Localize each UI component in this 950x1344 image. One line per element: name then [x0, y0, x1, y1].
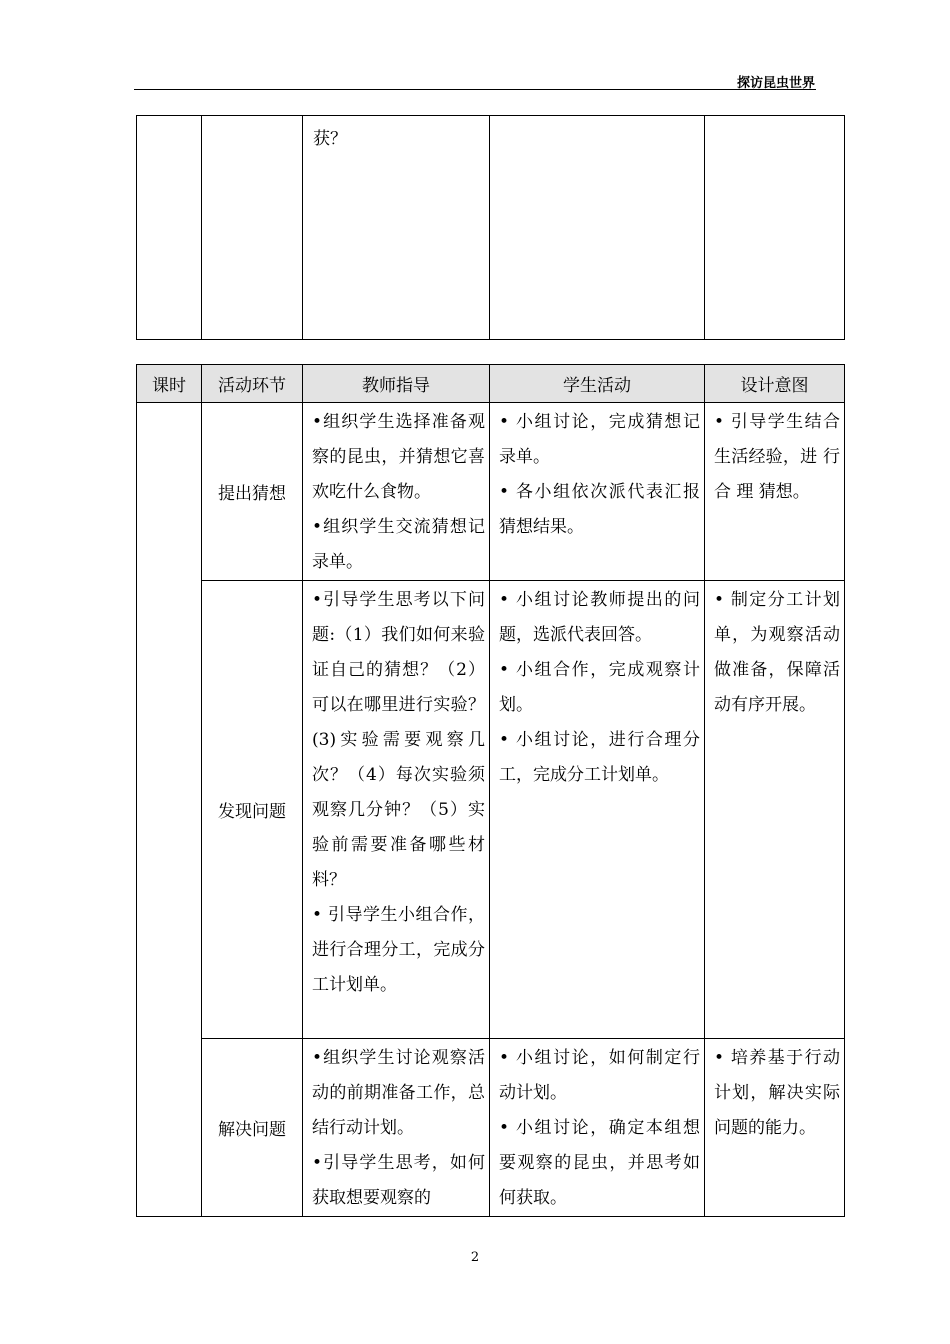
- table-row: [137, 403, 845, 581]
- header-title: 探访昆虫世界: [736, 76, 815, 91]
- intent-item: • 培养基于行动计划，解决实际问题的能力。: [714, 1048, 840, 1138]
- teacher-item: •引导学生思考以下问题:（1）我们如何来验证自己的猜想？（2）可以在哪里进行实验？(3)实验需要观察几次？（4）每次实验须观察几分钟？（5）实验前需要准备哪些材料？: [312, 590, 485, 890]
- cell-teacher: [303, 1039, 490, 1217]
- student-item: • 小组讨论，完成猜想记录单。: [499, 412, 700, 467]
- teacher-item: • 引导学生小组合作，进行合理分工，完成分工计划单。: [312, 905, 485, 995]
- col-header-stage: 活动环节: [202, 365, 303, 403]
- stage-label: 发现问题: [202, 581, 303, 1039]
- student-item: • 小组讨论教师提出的问题，选派代表回答。: [499, 590, 700, 645]
- cell-student: [490, 581, 705, 1039]
- cell-student: [490, 116, 705, 340]
- cell-period: [137, 403, 202, 1217]
- header-rule: [134, 89, 816, 90]
- student-item: • 小组合作，完成观察计划。: [499, 660, 700, 715]
- student-item: • 小组讨论，确定本组想要观察的昆虫，并思考如何获取。: [499, 1118, 700, 1208]
- col-header-teacher: 教师指导: [303, 365, 490, 403]
- stage-label: 提出猜想: [202, 403, 303, 581]
- cell-intent: [705, 1039, 845, 1217]
- intent-item: • 引导学生结合生活经验，进 行 合 理 猜想。: [714, 412, 840, 502]
- lesson-plan-table: [136, 364, 845, 1217]
- cell-teacher: [303, 403, 490, 581]
- col-header-student: 学生活动: [490, 365, 705, 403]
- cell-teacher: [303, 581, 490, 1039]
- cell-student: [490, 1039, 705, 1217]
- cell-intent: [705, 403, 845, 581]
- teacher-item: •组织学生交流猜想记录单。: [312, 517, 485, 572]
- student-item: • 各小组依次派代表汇报猜想结果。: [499, 482, 700, 537]
- stage-label: 解决问题: [202, 1039, 303, 1217]
- cell-student: [490, 403, 705, 581]
- page-number: 2: [470, 1250, 480, 1265]
- teacher-item: •组织学生讨论观察活动的前期准备工作，总结行动计划。: [312, 1048, 485, 1138]
- student-item: • 小组讨论，如何制定行动计划。: [499, 1048, 700, 1103]
- table-header-row: [137, 365, 845, 403]
- cell-teacher: [303, 116, 490, 340]
- continuation-table: [136, 115, 845, 340]
- student-item: • 小组讨论，进行合理分工，完成分工计划单。: [499, 730, 700, 785]
- continuation-teacher-text: 获？: [313, 129, 347, 149]
- col-header-period: 课时: [137, 365, 202, 403]
- intent-item: • 制定分工计划单，为观察活动做准备，保障活动有序开展。: [714, 590, 840, 715]
- cell-period: [137, 116, 202, 340]
- cell-intent: [705, 116, 845, 340]
- cell-intent: [705, 581, 845, 1039]
- table-row: [137, 1039, 845, 1217]
- teacher-item: •引导学生思考，如何获取想要观察的: [312, 1153, 485, 1208]
- teacher-item: •组织学生选择准备观察的昆虫，并猜想它喜欢吃什么食物。: [312, 412, 485, 502]
- cell-stage: [202, 116, 303, 340]
- continuation-row: [137, 116, 845, 340]
- table-row: [137, 581, 845, 1039]
- col-header-intent: 设计意图: [705, 365, 845, 403]
